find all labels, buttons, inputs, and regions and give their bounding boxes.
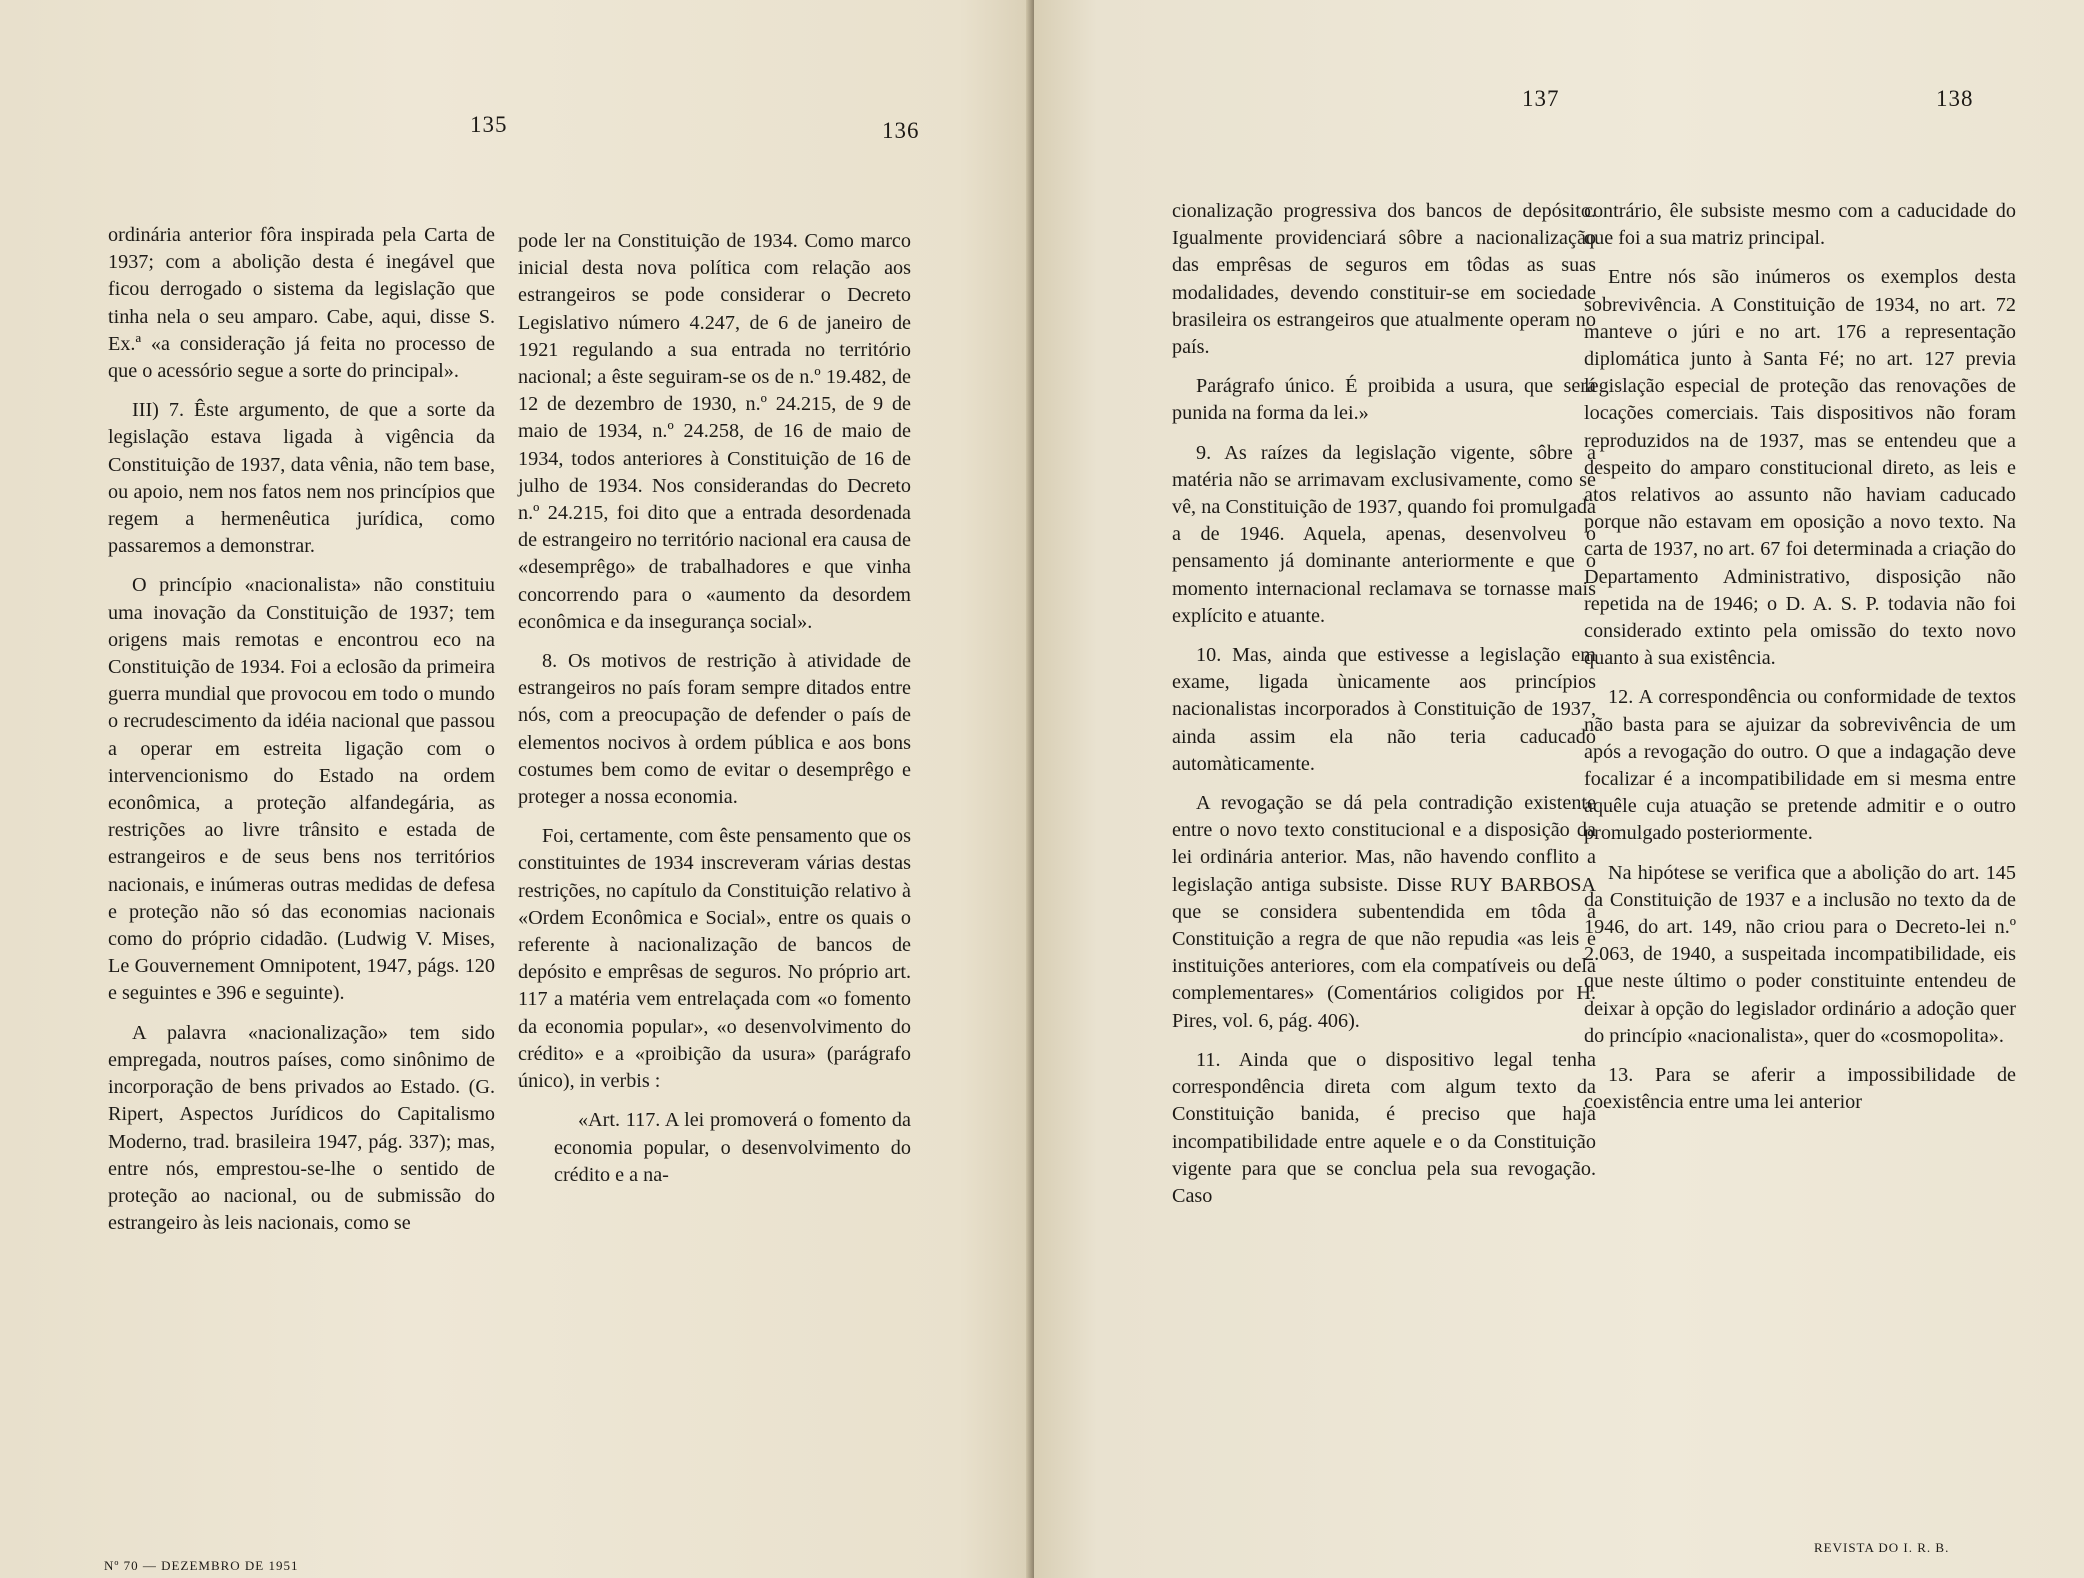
paragraph: 11. Ainda que o dispositivo legal tenha correspondência direta com algum texto da Constituição banida, é preciso que haja incompatibilidade entre aquele e o da Constituição vigente para que se conclua pela sua revogação. Caso [1172,1048,1596,1207]
paragraph: Foi, certamente, com êste pensamento que os constituintes de 1934 inscreveram várias destas restrições, no capítulo da Constituição relativo à «Ordem Econômica e Social», entre os quais o referente à nacionalização de bancos de depósito e emprêsas de seguros. No próprio art. 117 a matéria vem entrelaçada com «o fomento da economia popular», «o desenvolvimento do crédito» e a «proibição da usura» (parágrafo único), in verbis : [518,825,911,1093]
paragraph: Parágrafo único. É proibida a usura, que será punida na forma da lei.» [1172,375,1596,425]
paragraph: 8. Os motivos de restrição à atividade de estrangeiros no país foram sempre ditados entre nós, com a preocupação de defender o país de elementos nocivos à ordem pública e aos bons costumes bem como de evitar o desemprêgo e proteger a nossa economia. [518,650,911,809]
column-138 [1584,198,2016,1129]
paragraph: contrário, êle subsiste mesmo com a caducidade do que foi a sua matriz principal. [1584,200,2016,250]
paragraph: 12. A correspondência ou conformidade de textos não basta para se ajuizar da sobrevivência de um após a revogação do outro. O que a indagação deve focalizar é a incompatibilidade em si mesma entre aquêle cuja atuação se pretende admitir e o outro promulgado posteriormente. [1584,686,2016,845]
paragraph: Entre nós são inúmeros os exemplos desta sobrevivência. A Constituição de 1934, no art. 72 manteve o júri e no art. 176 a representação diplomática junto à Santa Fé; no art. 127 previa legislação especial de proteção das renovações de locações comerciais. Tais dispositivos não foram reproduzidos na de 1937, mas se entendeu que a despeito do amparo constitucional direto, as leis e atos relativos ao assunto não haviam caducado porque não estavam em oposição a novo texto. Na carta de 1937, no art. 67 foi determinada a criação do Departamento Administrativo, disposição não repetida na de 1946; o D. A. S. P. todavia não foi considerado extinto pela omissão do texto novo quanto à sua existência. [1584,266,2016,670]
paragraph: A revogação se dá pela contradição existente entre o novo texto constitucional e a disposição da lei ordinária anterior. Mas, não havendo conflito a legislação antiga subsiste. Disse RUY BARBOSA que se considera subentendida em tôda a Constituição a regra de que não repudia «as leis e instituições anteriores, com ela compatíveis ou dela complementares» (Comentários coligidos por H. Pires, vol. 6, pág. 406). [1172,792,1596,1032]
column-137 [1172,198,1596,1222]
left-page [0,0,1032,1578]
column-135 [108,222,495,1249]
footer-issue-date: Nº 70 — DEZEMBRO DE 1951 [104,1558,299,1573]
paragraph: 9. As raízes da legislação vigente, sôbre a matéria não se arrimavam exclusivamente, como se vê, na Constituição de 1937, quando foi promulgada a de 1946. Aquela, apenas, desenvolveu o pensamento já dominante anteriormente e que o momento internacional reclamava se tornasse mais explícito e atuante. [1172,441,1596,627]
paragraph: Na hipótese se verifica que a abolição do art. 145 da Constituição de 1937 e a inclusão no texto da de 1946, do art. 149, não criou para o Decreto-lei n.º 2.063, de 1940, a suspeitada incompatibilidade, eis que neste último o poder constituinte entendeu de deixar à opção do legislador ordinário a adoção quer do princípio «nacionalista», quer do «cosmopolita». [1584,861,2016,1047]
paragraph: O princípio «nacionalista» não constituiu uma inovação da Constituição de 1937; tem origens mais remotas e encontrou eco na Constituição de 1934. Foi a eclosão da primeira guerra mundial que provocou em todo o mundo o recrudescimento da idéia nacional que passou a operar em estreita ligação com o intervencionismo do Estado na ordem econômica, a proteção alfandegária, as restrições ao livre trânsito e estada de estrangeiros e de seus bens nos territórios nacionais, e inúmeras outras medidas de defesa e proteção não só das economias nacionais como do próprio cidadão. (Ludwig V. Mises, Le Gouvernement Omnipotent, 1947, págs. 120 e seguintes e 396 e seguinte). [108,574,495,1005]
paragraph: III) 7. Êste argumento, de que a sorte da legislação estava ligada à vigência da Constituição de 1937, data vênia, não tem base, ou apoio, nem nos fatos nem nos princípios que regem a hermenêutica jurídica, como passaremos a demonstrar. [108,399,495,558]
footer-journal-name: REVISTA DO I. R. B. [1814,1540,1950,1555]
page-number-137: 137 [1522,86,1560,111]
paragraph: pode ler na Constituição de 1934. Como marco inicial desta nova política com relação aos estrangeiros se pode considerar o Decreto Legislativo número 4.247, de 6 de janeiro de 1921 regulando a sua entrada no território nacional; a êste seguiram-se os de n.º 19.482, de 12 de dezembro de 1930, n.º 24.215, de 9 de maio de 1934, n.º 24.258, de 16 de maio de 1934, todos anteriores à Constituição de 16 de julho de 1934. Nos considerandas do Decreto n.º 24.215, foi dito que a entrada desordenada de estrangeiro no território nacional era causa de «desemprêgo» de trabalhadores e que vinha concorrendo para o «aumento da desordem econômica e da insegurança social». [518,230,911,633]
quote-paragraph: «Art. 117. A lei promoverá o fomento da economia popular, o desenvolvimento do crédito e a na- [554,1109,911,1186]
page-number-138: 138 [1936,86,1974,111]
paragraph: 13. Para se aferir a impossibilidade de coexistência entre uma lei anterior [1584,1064,2016,1114]
page-number-135: 135 [470,112,508,137]
paragraph: ordinária anterior fôra inspirada pela Carta de 1937; com a abolição desta é inegável que ficou derrogado o sistema da legislação que tinha nela o seu amparo. Cabe, aqui, disse S. Ex.ª «a consideração já feita no processo de que o acessório segue a sorte do principal». [108,224,495,383]
column-136 [518,228,911,1201]
paragraph: cionalização progressiva dos bancos de depósito. Igualmente providenciará sôbre a nacionalização das emprêsas de seguros em tôdas as suas modalidades, devendo constituir-se em sociedade brasileira os estrangeiros que atualmente operam no país. [1172,200,1596,359]
paragraph: A palavra «nacionalização» tem sido empregada, noutros países, como sinônimo de incorporação de bens privados ao Estado. (G. Ripert, Aspectos Jurídicos do Capitalismo Moderno, trad. brasileira 1947, pág. 337); mas, entre nós, emprestou-se-lhe o sentido de proteção ao nacional, ou de submissão do estrangeiro às leis nacionais, como se [108,1021,495,1235]
page-number-136: 136 [882,118,920,143]
right-page [1034,0,2084,1578]
paragraph: 10. Mas, ainda que estivesse a legislação em exame, ligada ùnicamente aos princípios nacionalistas incorporados à Constituição de 1937, ainda assim ela não teria caducado automàticamente. [1172,644,1596,775]
